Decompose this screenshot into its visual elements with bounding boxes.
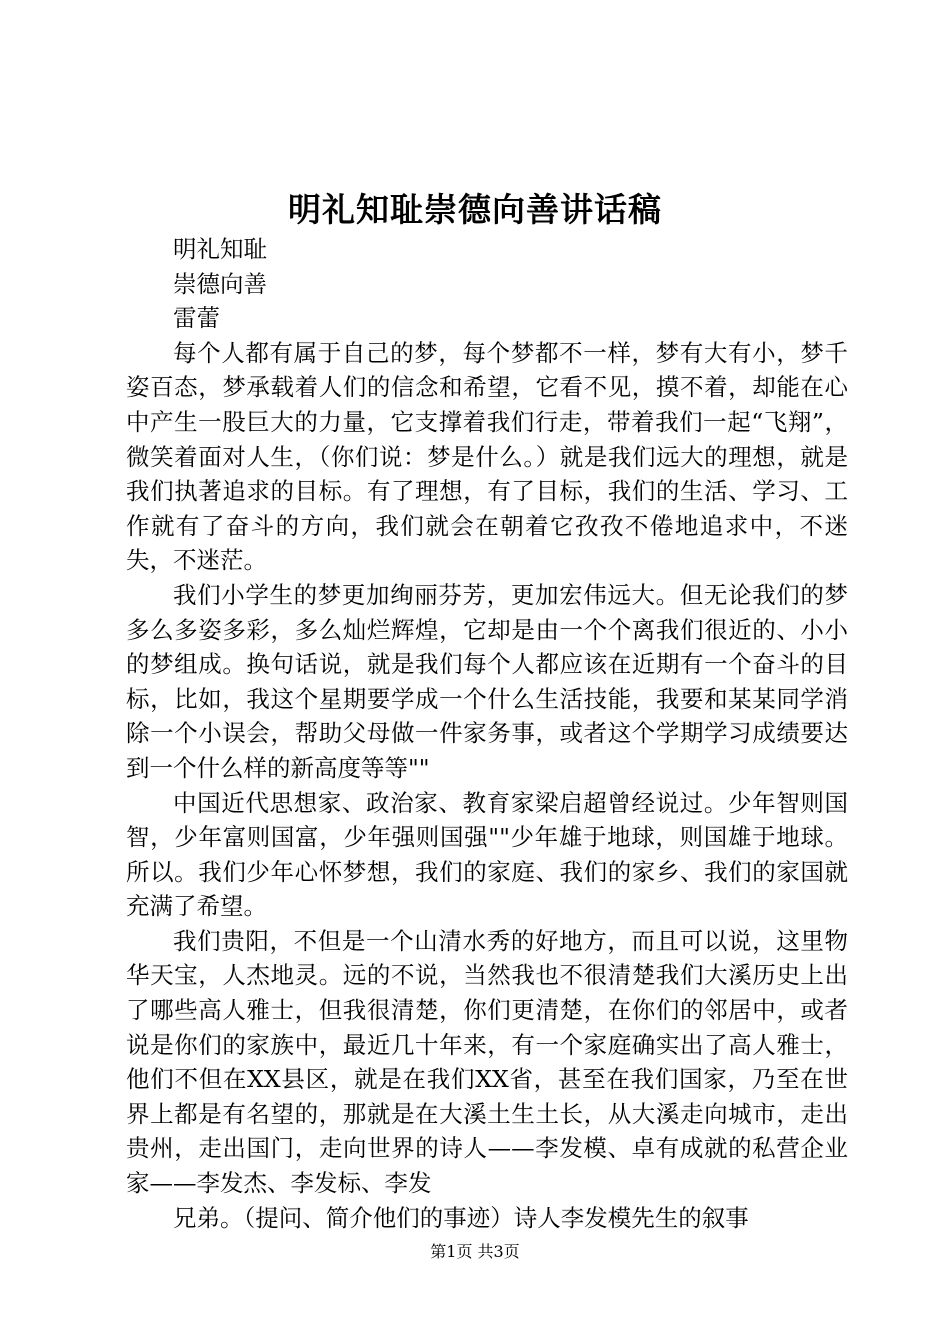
paragraph-1: 明礼知耻 xyxy=(173,235,267,263)
document-body xyxy=(126,232,848,1235)
paragraph-4: 每个人都有属于自己的梦，每个梦都不一样，梦有大有小，梦千姿百态，梦承载着人们的信念和希望，它看不见，摸不着，却能在心中产生一股巨大的力量，它支撑着我们行走，带着我们一起“飞翔”，微笑着面对人生，（你们说：梦是什么。）就是我们远大的理想，就是我们执著追求的目标。有了理想，有了目标，我们的生活、学习、工作就有了奋斗的方向，我们就会在朝着它孜孜不倦地追求中，不迷失，不迷茫。 xyxy=(126,338,848,575)
paragraph-3: 雷蕾 xyxy=(173,304,220,333)
document-title: 明礼知耻崇德向善讲话稿 xyxy=(288,190,662,229)
paragraph-5: 我们小学生的梦更加绚丽芬芳，更加宏伟远大。但无论我们的梦多么多姿多彩，多么灿烂辉煌，它却是由一个个离我们很近的、小小的梦组成。换句话说，就是我们每个人都应该在近期有一个奋斗的目标，比如，我这个星期要学成一个什么生活技能，我要和某某同学消除一个小误会，帮助父母做一件家务事，或者这个学期学习成绩要达到一个什么样的新高度等等"" xyxy=(126,580,848,782)
paragraph-6: 中国近代思想家、政治家、教育家梁启超曾经说过。少年智则国智，少年富则国富，少年强则国强""少年雄于地球，则国雄于地球。所以。我们少年心怀梦想，我们的家庭、我们的家乡、我们的家国就充满了希望。 xyxy=(126,788,848,921)
paragraph-2: 崇德向善 xyxy=(173,269,267,298)
paragraph-8: 兄弟。（提问、简介他们的事迹）诗人李发模先生的叙事 xyxy=(173,1203,749,1232)
page-footer: 第1页 共3页 xyxy=(430,1242,520,1261)
paragraph-7: 我们贵阳，不但是一个山清水秀的好地方，而且可以说，这里物华天宝，人杰地灵。远的不说，当然我也不很清楚我们大溪历史上出了哪些高人雅士，但我很清楚，你们更清楚，在你们的邻居中，或者说是你们的家族中，最近几十年来，有一个家庭确实出了高人雅士，他们不但在XX县区，就是在我们XX省，甚至在我们国家，乃至在世界上都是有名望的，那就是在大溪土生土长，从大溪走向城市，走出贵州，走出国门，走向世界的诗人——李发模、卓有成就的私营企业家——李发杰、李发标、李发 xyxy=(126,926,848,1198)
